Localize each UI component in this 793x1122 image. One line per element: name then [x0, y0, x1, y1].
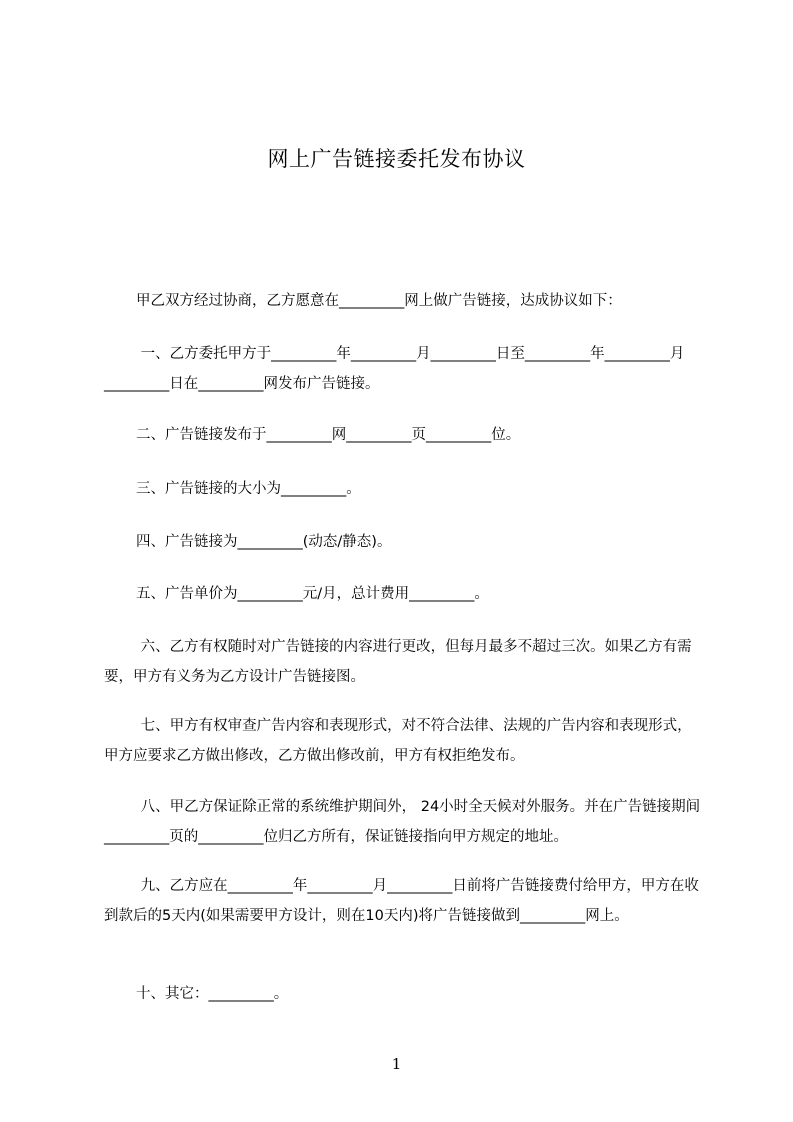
paragraph-clause-10: 十、其它：_________。 [136, 986, 289, 1002]
paragraph-intro: 甲乙双方经过协商，乙方愿意在_________网上做广告链接，达成协议如下： [136, 293, 622, 309]
paragraph-clause-3: 三、广告链接的大小为_________。 [136, 481, 361, 497]
paragraph-clause-8: 八、甲乙方保证除正常的系统维护期间外， 24小时全天候对外服务。并在广告链接期间_________页的_________位归乙方所有，保证链接指向甲方规定的地址。 [104, 799, 701, 845]
paragraph-clause-1: 一、乙方委托甲方于_________年_________月_________日至_________年_________月_________日在_________网发布广告链接。 [104, 346, 685, 392]
page-number: 1 [391, 1055, 402, 1073]
paragraph-clause-4: 四、广告链接为_________(动态/静态)。 [136, 534, 392, 550]
paragraph-clause-5: 五、广告单价为_________元/月，总计费用_________。 [136, 586, 489, 602]
document-title: 网上广告链接委托发布协议 [267, 147, 526, 171]
paragraph-clause-9: 九、乙方应在_________年_________月_________日前将广告链接费付给甲方，甲方在收到款后的5天内(如果需要甲方设计，则在10天内)将广告链接做到_________网上。 [104, 878, 699, 924]
paragraph-clause-6: 六、乙方有权随时对广告链接的内容进行更改，但每月最多不超过三次。如果乙方有需要，甲方有义务为乙方设计广告链接图。 [104, 639, 692, 685]
paragraph-clause-7: 七、甲方有权审查广告内容和表现形式，对不符合法律、法规的广告内容和表现形式，甲方应要求乙方做出修改，乙方做出修改前，甲方有权拒绝发布。 [104, 718, 692, 764]
paragraph-clause-2: 二、广告链接发布于_________网_________页_________位。 [136, 427, 521, 443]
